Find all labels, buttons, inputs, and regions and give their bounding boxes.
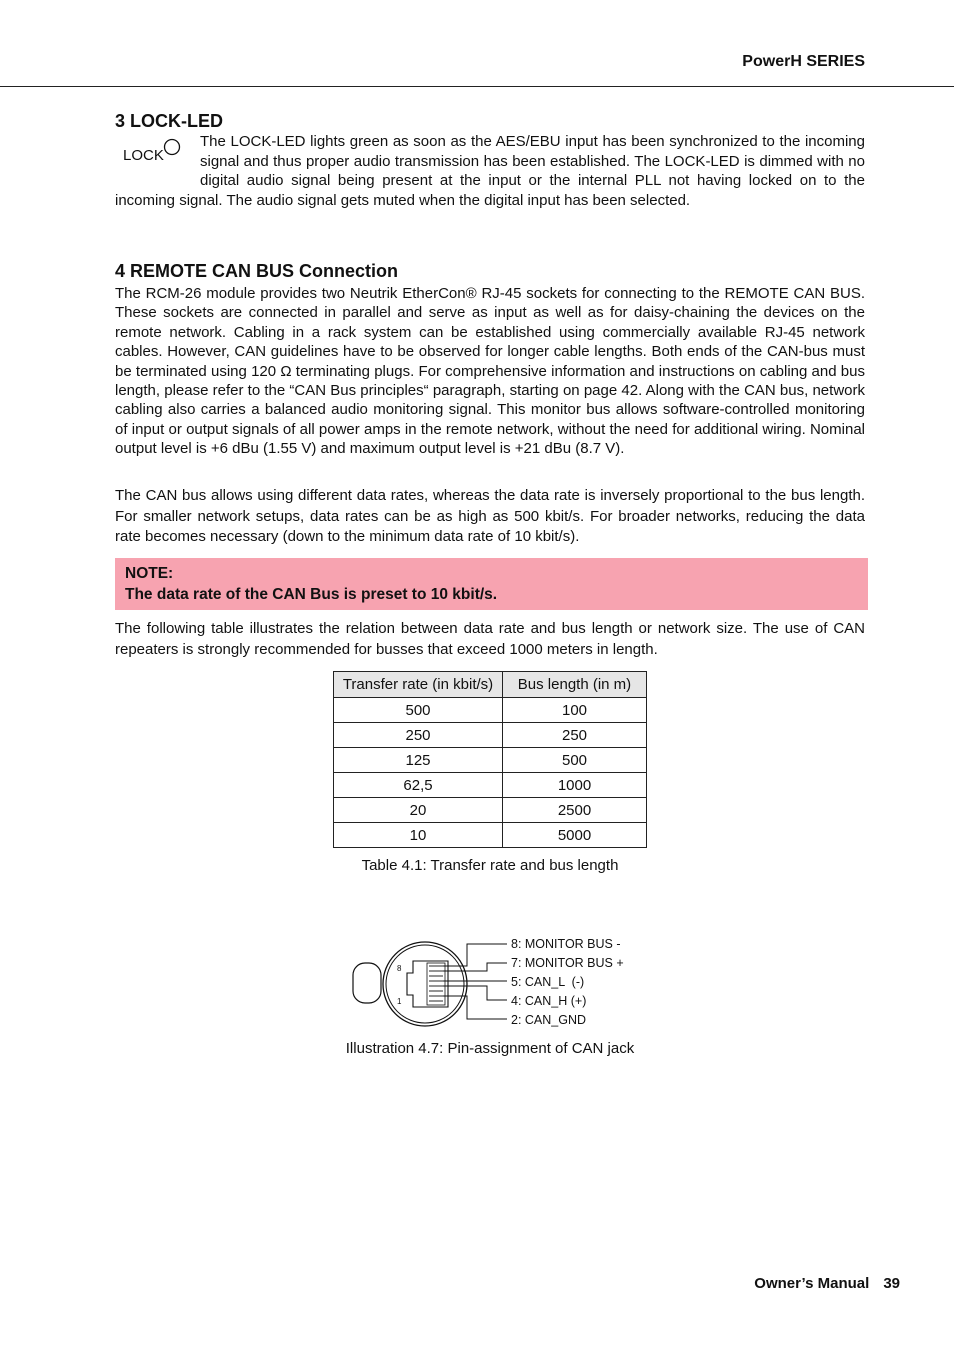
pin-8-label: 8 bbox=[397, 964, 402, 973]
table-cell: 250 bbox=[503, 723, 647, 748]
note-label: NOTE: bbox=[125, 565, 174, 582]
table-cell: 2500 bbox=[503, 798, 647, 823]
page-number: 39 bbox=[883, 1275, 900, 1292]
table-cell: 5000 bbox=[503, 823, 647, 848]
pin-assignment-label: 2: CAN_GND bbox=[511, 1013, 587, 1027]
table-cell: 62,5 bbox=[334, 773, 503, 798]
lock-led-icon bbox=[122, 136, 186, 166]
can-bus-paragraph-1: The RCM-26 module provides two Neutrik EtherCon® RJ-45 sockets for connecting to the REMOTE CAN BUS. These sockets are connected in parallel and serve as input as well as for daisy-chaining the devices on the remote network. Cabling in a rack system can be established using commercially available RJ-45 network cables. However, CAN guidelines have to be observed for longer cable lengths. Both ends of the CAN-bus must be terminated using 120 Ω terminating plugs. For comprehensive information and instructions on cabling and bus length, please refer to the “CAN Bus principles“ paragraph, starting on page 42. Along with the CAN bus, network cabling also carries a balanced audio monitoring signal. This monitor bus allows software-controlled monitoring of input or output signals of all power amps in the remote network, without the need for additional wiring. Nominal output level is +6 dBu (1.55 V) and maximum output level is +21 dBu (8.7 V). bbox=[115, 285, 865, 458]
table-cell: 20 bbox=[334, 798, 503, 823]
pin-1-label: 1 bbox=[397, 997, 402, 1006]
can-bus-paragraph-3: The following table illustrates the relation between data rate and bus length or network size. The use of CAN repeaters is strongly recommended for busses that exceed 1000 meters in length. bbox=[115, 620, 865, 658]
lock-led-text: The LOCK-LED lights green as soon as the AES/EBU input has been synchronized to the incoming signal and thus proper audio transmission has been established. The LOCK-LED is dimmed with no digital audio signal being present at the input or the internal PLL not having locked on to the incoming signal. The audio signal gets muted when the digital input has been selected. bbox=[115, 133, 865, 209]
jack-latch-shape bbox=[353, 963, 381, 1003]
can-jack-diagram bbox=[345, 930, 645, 1030]
footer-label: Owner’s Manual bbox=[754, 1275, 870, 1292]
table-cell: 10 bbox=[334, 823, 503, 848]
table-row bbox=[334, 773, 647, 798]
lock-label: LOCK bbox=[123, 147, 164, 164]
table-row bbox=[334, 823, 647, 848]
pin-assignment-label: 4: CAN_H (+) bbox=[511, 994, 587, 1008]
pin-assignment-label: 8: MONITOR BUS - bbox=[511, 937, 621, 951]
table-cell: 500 bbox=[334, 698, 503, 723]
table-cell: 250 bbox=[334, 723, 503, 748]
lock-led-paragraph bbox=[115, 132, 865, 210]
table-header-cell: Bus length (in m) bbox=[503, 672, 647, 698]
header-rule bbox=[0, 86, 954, 87]
table-cell: 1000 bbox=[503, 773, 647, 798]
section-4-heading: 4 REMOTE CAN BUS Connection bbox=[115, 261, 399, 281]
running-header: PowerH SERIES bbox=[742, 53, 865, 70]
pin-assignment-label: 7: MONITOR BUS + bbox=[511, 956, 624, 970]
note-box bbox=[115, 558, 868, 610]
illustration-caption: Illustration 4.7: Pin-assignment of CAN jack bbox=[345, 1040, 635, 1057]
table-header-cell: Transfer rate (in kbit/s) bbox=[334, 672, 503, 698]
can-bus-paragraph-2: The CAN bus allows using different data rates, whereas the data rate is inversely proportional to the bus length. For smaller network setups, data rates can be as high as 500 kbit/s. For broader networks, reducing the data rate becomes necessary (down to the minimum data rate of 10 kbit/s). bbox=[115, 487, 865, 545]
table-cell: 125 bbox=[334, 748, 503, 773]
section-3-heading: 3 LOCK-LED bbox=[115, 111, 223, 131]
table-cell: 500 bbox=[503, 748, 647, 773]
jack-body-shape bbox=[407, 961, 448, 1007]
table-header-row bbox=[334, 672, 647, 698]
table-row bbox=[334, 748, 647, 773]
table-caption: Table 4.1: Transfer rate and bus length bbox=[361, 857, 619, 874]
table-row bbox=[334, 798, 647, 823]
pin-assignment-label: 5: CAN_L (-) bbox=[511, 975, 585, 989]
table-row bbox=[334, 723, 647, 748]
transfer-rate-table bbox=[333, 671, 647, 848]
table-cell: 100 bbox=[503, 698, 647, 723]
note-text: The data rate of the CAN Bus is preset to 10 kbit/s. bbox=[125, 586, 498, 603]
page-footer bbox=[754, 1275, 900, 1292]
table-row bbox=[334, 698, 647, 723]
